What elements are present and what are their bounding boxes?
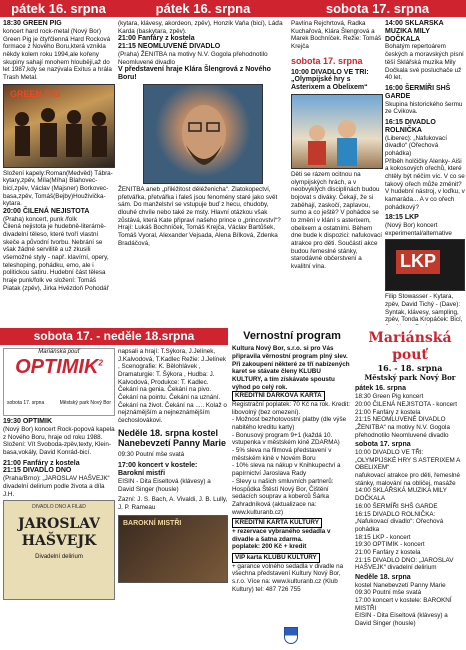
column-optimik [3,348,115,648]
optimik-poster [3,348,115,416]
summary-item: 18:30 Green Pig koncert [355,393,424,401]
summary-item: 21:15 NEOMLUVENÉ DIVADLO „ŽENITBA“ na motivy N.V. Gogola přehodnotilo Neomluvené divadlo [355,416,450,439]
column-summary [355,330,465,648]
card2-desc: + rezervace vybraného sedadla v divadle a šatna zdarma. poplatek: 200 Kč + kredit [232,527,331,551]
optimik-time: 19:30 OPTIMIK [3,418,53,425]
green-pig-members: Složení kapely:Roman(Medvěd) Tábra-kytary,zpěv, Míla(Míha) Blahovec-bicí,zpěv, Václav (Majsner) Borkovec-basa,zpěv, Tomáš(Bejby)Houživička-kytara. [3,169,113,208]
asterix-desc: Děti se rázem ocitnou na olympijských hrách, a v neobvyklých disciplínách budou bojovat s diváky. Čekají, že si zaběhají, zaskočí, zaplavou, sumo a co ještě? V pohádce se to změní v klání s asterixem, obelixem a ostatními. Během dne bude k dispozici: nafukovací atrakce pro děti. Součástí akce budou řemeslné stánky, starodávné občerstvení a kvalitní vína. [291,171,383,271]
summary-item: 21:00 Fanfáry z kostela [355,408,421,416]
concert-time: 17:00 koncert v kostele: [118,462,198,470]
summary-item: 16:00 ŠERMÍŘI SHŠ GARDE [355,502,438,510]
baroque-poster [118,515,228,583]
zenitba-photo [143,84,263,184]
sermiri-time: 16:00 ŠERMÍŘI SHŠ GARDE [385,84,451,100]
baroque-performers: EISIN - Dita Eiseltová (klávesy) a David Singer (housle) [118,477,211,493]
summary-sat: sobota 17. srpna [355,441,411,449]
optimik-date: sobota 17. srpna [7,399,45,406]
neomluvene-desc: (Praha) ŽENITBA na motivy N.V. Gogola přehodnotilo Neomluvené divadlo [118,51,268,66]
vernostni-intro: Kultura Nový Bor, s.r.o. si pro Vás připravila věrnostní program plný slev. Při zakoupení některé ze tří nabízených karet se stávate členy KLUBU KULTURY, a tím získávate spoustu výhod po celý rok. [232,345,350,391]
band-friday: pátek 16. srpna [0,0,117,17]
card1-desc: Registrační poplatek: 70 Kč na rok. Kredit: libovolný (bez omezení). - Možnost bezhotovostní platby (dle výše nabitého kreditu karty) - Bonusový program 9+1 (každá 10. vstupenka v městském kině ZDARMA) - 5% sleva na filmová představení v městském kině v Novém Boru - 10% sleva na nákup v Knihkupectví a papírnictví Jaroslava Rady - Slevy u našich smluvních partnerů: Hospůdka Štěstí Nový Bor, Čištění sedacích souprav a koberců Šárka Zahradníková (aktualizace na: www.kulturanb.cz) [232,401,350,516]
fanfary2-time: 21:00 Fanfáry z kostela [3,459,80,467]
summary-dates: 16. - 18. srpna [377,363,443,374]
band-saturday: sobota 17. srpna [289,0,466,17]
optimik-desc: (Nový Bor) koncert Rock-popová kapela z Nového Boru, hraje od roku 1988. Složení: Vít Svoboda-zpěv,texty, Klein-basa,vokály, David Konrád-bicí. [3,425,115,456]
lkp-logo: LKP [396,250,440,274]
baroque-composers: Zazní: J. S. Bach, A. Vivaldi, J. B. Lully, J. P. Rameau [118,496,228,511]
band-silhouettes [4,85,115,168]
green-pig-desc: koncert hard rock-metal (Nový Bor) Green Pig je čtyřčlenná Hard Rocková formace z Nového Boru,která vznikla někdy kolem roku 1994,ale kořeny skupiny sahají mnohem hlouběji,až do let 1987,kdy se nazývala Exitus a hrála Trash Metal. [3,27,112,81]
cilena-members-cont: (kytara, klávesy, akordeon, zpěv), Honzík Vaňa (bicí), Láďa Karda (baskytara, zpěv). [118,20,283,35]
saturday-heading: sobota 17. srpna [291,55,363,66]
asterix-title: „Olympijské hry s Asterixem a Obelixem“ [291,76,368,92]
vernostni-heading: Vernostní program [243,330,341,342]
hasvejk-credits: napsali a hrají: T.Šýkora, J.Jelínek, J.Kalvodová, T.Kadlec Režie: J.Jelínek , Scenografie: K. Bělohlávek , Dramaturgie: T. Šýkora , Hudba: J. Kalvodová, Produkce: T. Kadlec. Čekání na genia. Čekání na pivo. Čekání na pointu. Čekání na uznání. Čekání na život. Čekání na ..... Kolaž o nejznámějším a nejneznámějším čechoslovákovi. [118,348,227,425]
summary-sun-list [355,582,465,628]
optimik-brand-text: OPTIMIK [15,356,99,379]
summary-item: 21:00 Fanfáry z kostela [355,548,421,556]
baroque-poster-title: BAROKNÍ MISTŘI [123,519,182,527]
hasvejk-sub: Divadelní delirium [35,554,83,561]
summary-item: 18:15 LKP - koncert [355,533,411,541]
card3-desc: + garance volného sedadla v divadle na všechna představení Kultury Nový Bor, s.r.o. Více na: www.kulturanb.cz (Klub Kultury) tel: 487 726 755 [232,562,344,593]
optimik-brand [4,356,114,378]
summary-item: 14:00 SKLÁŘSKÁ MUZIKA MILY DOČKALA [355,487,447,503]
divadlo-ve-tri-time: 10:00 DIVADLO VE TRI: [291,68,369,76]
muzika-time: 14:00 SKLÁŘSKÁ MUZIKA MILY DOČKALA [385,20,444,43]
card2-title: KREDITNÍ KARTA KULTURY [232,518,322,528]
dno-desc: (Praha/Brno): „JAROSLAV HAŠVEJK“ divadelní delirium podle života a díla J.H. [3,475,110,498]
lkp-desc: (Nový Bor) koncert experimental/alternative [385,222,452,237]
zenitba-desc: ŽENITBA aneb „přiléžitost děléženicha“. Zlatokopectví, přetvářka, přetvářka i faleš jsou fenomény staré jako svět sám. Do manželství se vstupuje buď z hecu, chudoby, dlouhé chvíle nebo také ze msty. Hlavní otázkou však zůstává, která Kate připraví našeho prince o „princovství“? [118,186,281,224]
summary-fri: pátek 16. srpna [355,385,406,393]
neomluvene-time: 21:15 NEOMLUVENÉ DIVADLO [118,43,221,51]
cilena-time: 20:00 ČILENÁ NEJISTOTA [3,207,90,215]
band-saturday-sunday: sobota 17. - neděle 18.srpna [0,328,228,345]
summary-sun: Neděle 18. srpna [355,573,411,581]
column-zenitba [118,20,288,325]
zenitba-cast-cont: Pavlína Rejchrtová, Radka Kuchařová, Klára Šlengrová a Marek Bochníček. Režie: Tomáš Krejča [291,20,382,51]
summary-item: 19:30 OPTIMIK - koncert [355,541,425,549]
coat-of-arms-icon [284,627,298,644]
mass-time: 09:30 Poutní mše svatá [118,450,185,458]
summary-sat-list [355,449,465,572]
summary-item: nafukovací atrakce pro děti, řemeslné stánky, malování na obličej, masáže [355,472,461,487]
column-green-pig [3,20,115,325]
summary-item: 10:00 DIVADLO VE TŘI: „OLYMPIJSKÉ HRY S ASTERIXEM A OBELIXEM“ [355,449,460,472]
dno-time: 21:15 DIVADLO DNO [3,467,72,475]
optimik-poster-label: Mariánská pouť [38,349,80,355]
green-pig-time: 18:30 GREEN PIG [3,20,62,27]
summary-item: EISIN - Dita Eiseltová (klávesy) a David Singer (housle) [355,612,448,628]
zenitba-cast: Hrají: Lukáš Bochníček, Tomáš Krejča, Václav Bartůšek, Tomáš Vyoral, Alexander Vejsada, Alena Bílková, Zdenka Bradáčová, [118,224,278,247]
asterix-photo [291,94,383,169]
slengrova-note: V představení hraje Klára Šlengrová z Nového Boru! [118,66,271,82]
summary-item: 21:15 DIVADLO DNO: „JAROSLAV HAŠVEJK“ divadelní delirium [355,556,454,572]
hasvejk-top: DIVADLO DNO A FIL&D [32,504,86,511]
summary-fri-list [355,393,465,439]
summary-item: 16:15 DIVADLO ROLNIČKA: „Nafukovací divadlo“: Ořechová pohádka [355,510,444,533]
summary-item: 20:00 ČILENÁ NEJISTOTA - koncert [355,400,457,408]
children-illustration [292,95,383,169]
optimik-brand-sup: 2 [98,358,103,368]
hasvejk-name1: JAROSLAV [18,516,100,533]
fanfary-time: 21:00 Fanfáry z kostela [118,35,195,43]
cilena-desc: (Praha) koncert, punk /folk Čilená nejistota je hudebně-literárně-divadelní těleso, které tvoří vlastní skeče a původní tvorbu. Nebrání se však žádné servilitě a už zkusili všemožné styly - např. klavírní, opery, teleshoping, pohádku, emo, ale i politickou satiru. Hudební část tělesa hraje punk/folk ve složení: Tomáš Piatak (zpěv), Jirka Hvězdoň Pohodář [3,215,109,292]
face-illustration [144,85,263,184]
summary-item: kostel Nanebevzetí Panny Marie [355,581,446,589]
card1-title: KREDITNÍ DÁRKOVÁ KARTA [232,391,325,401]
card3-title: VIP karta KLUBU KULTURY [232,553,320,563]
green-pig-photo [3,84,115,168]
column-baroque [118,348,228,648]
summary-item: 17:00 koncert v kostele: BAROKNÍ MISTŘI [355,597,452,612]
lkp-members: Filip Stowasser - Kytara, zpěv, David Tichý - (Dave): Syntak, klávesy, sampling, zpěv, Tonda Kropáček: Bicí, [385,293,463,324]
hasvejk-name2: HAŠVEJK [21,533,97,550]
optimik-place: Městský park Nový Bor [59,399,111,406]
band-friday-2: pátek 16. srpna [117,0,289,17]
lkp-poster [385,239,465,291]
column-vernostni [232,330,352,648]
column-asterix [291,20,383,325]
baroque-title: Barokní mistři [118,470,166,477]
sermiri-desc: Skupina historického šermu ze Cvikova. [385,100,463,116]
rolnicka-time: 16:15 DIVADLO ROLNIČKA [385,118,436,134]
muzika-desc: Bohatým repertoárem českých a moravských písní těší Sklářská muzika Mily Dočkala své posluchače už 40 let. [385,43,464,82]
summary-title: Mariánská pouť [368,330,452,364]
photo-label: GREEN PIG [10,88,61,99]
sunday-heading: Neděle 18. srpna kostel Nanebevzetí Panny Marie [118,427,227,448]
hasvejk-poster [3,500,115,600]
lkp-time: 18:15 LKP [385,214,419,222]
summary-place: Městský park Nový Bor [364,372,456,382]
column-saturday-program [385,20,465,325]
summary-item: 09:30 Poutní mše svatá [355,589,422,597]
rolnicka-desc: (Liberec): „Nafukovací divadlo“ (Ořechová pohádka) Příběh holčičky Alenky- Aiši a kokosových ořechů, které chtěly být něčím víc. V co se takový ořech může změnit? V hudební nástroj, v loďku, v kamaráda... A v co ořech pohádkový? [385,134,465,211]
